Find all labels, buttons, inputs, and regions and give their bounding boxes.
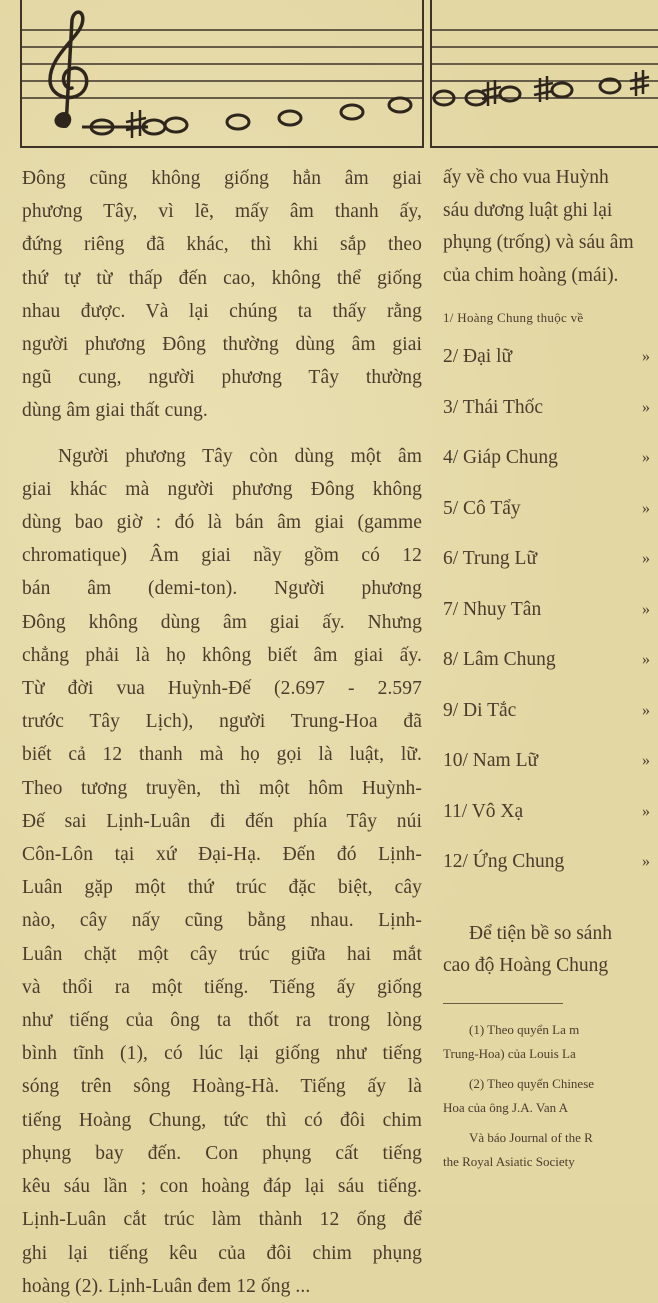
text-line: phương Tây, vì lẽ, mấy âm thanh ấy, [22, 201, 422, 223]
footnote-line: the Royal Asiatic Society [443, 1153, 575, 1169]
list-item [443, 332, 658, 383]
list-item-label: 12/ Ứng Chung [443, 851, 565, 872]
text-line: bán âm (demi-ton). Người phương [22, 578, 422, 600]
text-line: hoàng (2). Lịnh-Luân đem 12 ống ... [22, 1275, 311, 1297]
ditto-mark: » [642, 499, 650, 517]
list-item-label: 5/ Cô Tẩy [443, 497, 521, 519]
text-line: Lịnh-Luân cắt trúc làm thành 12 ống để [22, 1209, 422, 1231]
list-item [443, 534, 658, 585]
ditto-mark: » [642, 600, 650, 618]
text-line: Người phương Tây còn dùng một âm [58, 445, 422, 467]
text-line: ấy về cho vua Huỳnh [443, 167, 609, 188]
list-item-label: 7/ Nhuy Tân [443, 598, 542, 620]
text-line: nhau được. Và lại chúng ta thấy rằng [22, 300, 422, 322]
text-line: ghi lại tiếng kêu của đôi chim phụng [22, 1242, 422, 1264]
intro-text [443, 162, 658, 292]
footnote-1 [443, 1018, 658, 1066]
text-line: Đế sai Lịnh-Luân đi đến phía Tây núi [22, 810, 422, 832]
ditto-mark: » [642, 449, 650, 466]
list-item-label: 4/ Giáp Chung [443, 447, 558, 468]
text-line: dùng âm giai thất cung. [22, 400, 208, 422]
ditto-mark: » [642, 752, 650, 769]
ditto-mark: » [642, 701, 650, 719]
footnote-divider [443, 1003, 563, 1004]
list-item-hoang-chung: 1/ Hoàng Chung thuộc về [443, 310, 584, 325]
list-item [443, 686, 658, 737]
text-line: phụng (trống) và sáu âm [443, 232, 634, 253]
ditto-mark: » [642, 348, 650, 365]
text-line: ngũ cung, người phương Tây thường [22, 367, 422, 389]
text-line: Theo tương truyền, thì một hôm Huỳnh- [22, 777, 422, 799]
text-line: Đông cũng không giống hẳn âm giai [22, 168, 422, 189]
left-column [22, 162, 422, 1303]
footnote-line: (2) Theo quyển Chinese [469, 1075, 595, 1091]
list-item-label: 11/ Vô Xạ [443, 800, 524, 822]
list-item [443, 837, 658, 888]
text-line: của chim hoàng (mái). [443, 264, 619, 286]
text-line: chẳng phải là họ không biết âm giai ấy. [22, 644, 422, 666]
list-item-label: 8/ Lâm Chung [443, 649, 556, 670]
ditto-mark: » [642, 651, 650, 668]
text-line: Côn-Lôn tại xứ Đại-Hạ. Đến đó Lịnh- [22, 844, 422, 866]
comparison-note [443, 918, 658, 983]
list-item [443, 433, 658, 484]
text-line: và thổi ra một tiếng. Tiếng ấy giống [22, 976, 422, 998]
chromatic-scale-staff [22, 0, 422, 146]
list-item [443, 787, 658, 838]
text-line: Để tiện bề so sánh [469, 922, 612, 944]
right-column [443, 162, 658, 1204]
ditto-mark: » [642, 853, 650, 870]
text-line: nào, cây nấy cũng bằng nhau. Lịnh- [22, 910, 422, 932]
footnote-3 [443, 1126, 658, 1174]
list-item-label: 3/ Thái Thốc [443, 396, 544, 418]
list-item [443, 585, 658, 636]
ditto-mark: » [642, 550, 650, 567]
list-item-label: 6/ Trung Lữ [443, 548, 538, 569]
list-item [443, 736, 658, 787]
ditto-mark: » [642, 802, 650, 820]
text-line: giai khác mà người phương Đông không [22, 478, 422, 500]
text-line: sóng trên sông Hoàng-Hà. Tiếng ấy là [22, 1076, 422, 1098]
text-line: Đông không dùng âm giai ấy. Nhưng [22, 611, 422, 633]
text-line: chromatique) Âm giai nầy gồm có 12 [22, 545, 422, 567]
text-line: biết cả 12 thanh mà họ gọi là luật, lữ. [22, 744, 422, 766]
twelve-tones-list [443, 332, 658, 888]
list-item [443, 383, 658, 434]
ditto-mark: » [642, 398, 650, 416]
text-line: Từ đời vua Huỳnh-Đế (2.697 - 2.597 [22, 678, 422, 700]
text-line: Luân chặt một cây trúc giữa hai mắt [22, 943, 422, 965]
text-line: kêu sáu lần ; con hoàng đáp lại sáu tiếng. [22, 1176, 422, 1198]
list-item [443, 635, 658, 686]
text-line: bình tĩnh (1), có lúc lại giống như tiếng [22, 1043, 422, 1065]
list-item-label: 9/ Di Tắc [443, 699, 517, 721]
footnote-2 [443, 1072, 658, 1120]
paragraph-1 [22, 162, 422, 428]
footnote-line: Hoa của ông J.A. Van A [443, 1099, 569, 1115]
text-line: trước Tây Lịch), người Trung-Hoa đã [22, 711, 422, 733]
text-line: thứ tự từ thấp đến cao, không thể giống [22, 267, 422, 289]
list-item [443, 484, 658, 535]
chromatic-scale-staff-continued [432, 0, 658, 146]
text-line: Luân gặp một thứ trúc đặc biệt, cây [22, 877, 422, 899]
footnote-line: Trung-Hoa) của Louis La [443, 1045, 576, 1061]
music-staff-box [20, 0, 424, 148]
text-line: người phương Đông thường dùng âm giai [22, 334, 422, 356]
text-line: sáu dương luật ghi lại [443, 199, 613, 221]
text-line: tiếng Hoàng Chung, tức thì có đôi chim [22, 1109, 422, 1131]
paragraph-2 [22, 440, 422, 1303]
text-line: như tiếng của ông ta thốt ra trong lòng [22, 1010, 422, 1032]
list-item-label: 10/ Nam Lữ [443, 750, 539, 771]
text-line: phụng bay đến. Con phụng cất tiếng [22, 1142, 422, 1164]
text-line: dùng bao giờ : đó là bán âm giai (gamme [22, 512, 422, 534]
music-staff-box-continued [430, 0, 658, 148]
text-line: cao độ Hoàng Chung [443, 955, 609, 976]
footnote-line: Và báo Journal of the R [469, 1129, 593, 1145]
list-item-label: 2/ Đại lữ [443, 346, 513, 367]
footnote-line: (1) Theo quyển La m [469, 1021, 580, 1037]
text-line: đứng riêng đã khác, thì khi sắp theo [22, 234, 422, 256]
